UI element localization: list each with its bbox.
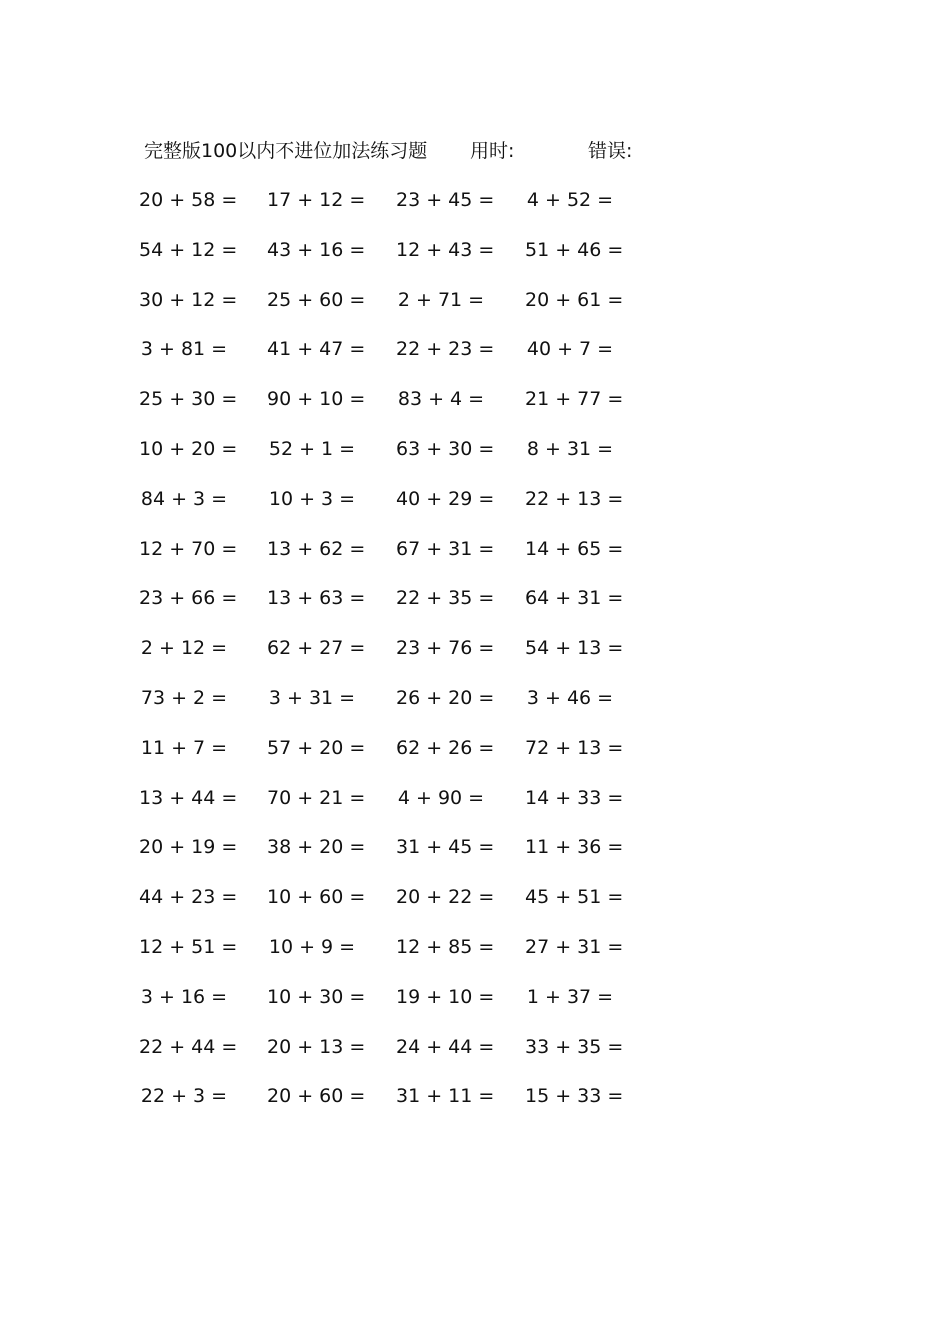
- problem-row: [0, 633, 950, 683]
- problem-row: [0, 932, 950, 982]
- addition-problem: 26 + 20 =: [396, 686, 495, 709]
- problem-row: [0, 982, 950, 1032]
- addition-problem: 12 + 43 =: [396, 238, 495, 261]
- addition-problem: 57 + 20 =: [267, 736, 366, 759]
- addition-problem: 23 + 66 =: [139, 587, 238, 610]
- problem-row: [0, 1032, 950, 1082]
- addition-problem: 13 + 62 =: [267, 537, 366, 560]
- addition-problem: 22 + 44 =: [139, 1035, 238, 1058]
- addition-problem: 20 + 60 =: [267, 1085, 366, 1108]
- error-label: 错误:: [588, 140, 633, 162]
- addition-problem: 63 + 30 =: [396, 437, 495, 460]
- addition-problem: 10 + 3 =: [268, 487, 356, 510]
- addition-problem: 10 + 30 =: [267, 985, 366, 1008]
- worksheet-title: 完整版100以内不进位加法练习题: [144, 140, 428, 162]
- addition-problem: 41 + 47 =: [267, 338, 366, 361]
- addition-problem: 31 + 11 =: [396, 1085, 495, 1108]
- addition-problem: 62 + 26 =: [396, 736, 495, 759]
- addition-problem: 22 + 35 =: [396, 587, 495, 610]
- addition-problem: 83 + 4 =: [397, 388, 485, 411]
- addition-problem: 4 + 52 =: [526, 189, 614, 211]
- problem-row: [0, 882, 950, 932]
- addition-problem: 84 + 3 =: [140, 487, 228, 510]
- addition-problem: 20 + 19 =: [139, 836, 238, 859]
- addition-problem: 23 + 76 =: [396, 637, 495, 660]
- addition-problem: 1 + 37 =: [526, 985, 614, 1008]
- problem-row: [0, 534, 950, 584]
- addition-problem: 20 + 61 =: [525, 288, 624, 311]
- problem-row: [0, 583, 950, 633]
- addition-problem: 14 + 65 =: [525, 537, 624, 560]
- addition-problem: 22 + 23 =: [396, 338, 495, 361]
- problem-row: [0, 832, 950, 882]
- addition-problem: 12 + 70 =: [139, 537, 238, 560]
- addition-problem: 2 + 71 =: [397, 288, 485, 311]
- addition-problem: 17 + 12 =: [267, 189, 366, 211]
- addition-problem: 23 + 45 =: [396, 189, 495, 211]
- addition-problem: 20 + 22 =: [396, 886, 495, 909]
- addition-problem: 54 + 12 =: [139, 238, 238, 261]
- addition-problem: 8 + 31 =: [526, 437, 614, 460]
- addition-problem: 70 + 21 =: [267, 786, 366, 809]
- addition-problem: 31 + 45 =: [396, 836, 495, 859]
- addition-problem: 30 + 12 =: [139, 288, 238, 311]
- problem-row: [0, 783, 950, 833]
- addition-problem: 3 + 16 =: [140, 985, 228, 1008]
- addition-problem: 22 + 13 =: [525, 487, 624, 510]
- addition-problem: 24 + 44 =: [396, 1035, 495, 1058]
- addition-problem: 44 + 23 =: [139, 886, 238, 909]
- problem-row: [0, 1081, 950, 1131]
- addition-problem: 67 + 31 =: [396, 537, 495, 560]
- addition-problem: 27 + 31 =: [525, 935, 624, 958]
- addition-problem: 40 + 29 =: [396, 487, 495, 510]
- addition-problem: 62 + 27 =: [267, 637, 366, 660]
- problem-row: [0, 334, 950, 384]
- addition-problem: 12 + 51 =: [139, 935, 238, 958]
- addition-problem: 21 + 77 =: [525, 388, 624, 411]
- addition-problem: 20 + 13 =: [267, 1035, 366, 1058]
- addition-problem: 10 + 20 =: [139, 437, 238, 460]
- addition-problem: 14 + 33 =: [525, 786, 624, 809]
- addition-problem: 33 + 35 =: [525, 1035, 624, 1058]
- addition-problem: 40 + 7 =: [526, 338, 614, 361]
- addition-problem: 10 + 60 =: [267, 886, 366, 909]
- addition-problem: 15 + 33 =: [525, 1085, 624, 1108]
- problem-row: [0, 285, 950, 335]
- addition-problem: 10 + 9 =: [268, 935, 356, 958]
- addition-problem: 64 + 31 =: [525, 587, 624, 610]
- addition-problem: 11 + 36 =: [525, 836, 624, 859]
- addition-problem: 43 + 16 =: [267, 238, 366, 261]
- time-label: 用时:: [470, 140, 515, 162]
- addition-problem: 19 + 10 =: [396, 985, 495, 1008]
- problem-row: [0, 434, 950, 484]
- addition-problem: 13 + 44 =: [139, 786, 238, 809]
- addition-problem: 90 + 10 =: [267, 388, 366, 411]
- addition-problem: 38 + 20 =: [267, 836, 366, 859]
- addition-problem: 51 + 46 =: [525, 238, 624, 261]
- addition-problem: 3 + 46 =: [526, 686, 614, 709]
- addition-problem: 11 + 7 =: [140, 736, 228, 759]
- problem-row: [0, 185, 950, 235]
- addition-problem: 3 + 31 =: [268, 686, 356, 709]
- worksheet-header: [144, 137, 764, 165]
- addition-problem: 54 + 13 =: [525, 637, 624, 660]
- addition-problem: 72 + 13 =: [525, 736, 624, 759]
- addition-problem: 22 + 3 =: [140, 1085, 228, 1108]
- problem-row: [0, 733, 950, 783]
- addition-problem: 25 + 30 =: [139, 388, 238, 411]
- addition-problem: 12 + 85 =: [396, 935, 495, 958]
- addition-problem: 25 + 60 =: [267, 288, 366, 311]
- problem-row: [0, 683, 950, 733]
- addition-problem: 73 + 2 =: [140, 686, 228, 709]
- problem-row: [0, 484, 950, 534]
- problem-grid: [0, 185, 950, 1131]
- addition-problem: 45 + 51 =: [525, 886, 624, 909]
- problem-row: [0, 235, 950, 285]
- addition-problem: 4 + 90 =: [397, 786, 485, 809]
- addition-problem: 2 + 12 =: [140, 637, 228, 660]
- addition-problem: 3 + 81 =: [140, 338, 228, 361]
- addition-problem: 52 + 1 =: [268, 437, 356, 460]
- addition-problem: 13 + 63 =: [267, 587, 366, 610]
- problem-row: [0, 384, 950, 434]
- addition-problem: 20 + 58 =: [139, 189, 238, 211]
